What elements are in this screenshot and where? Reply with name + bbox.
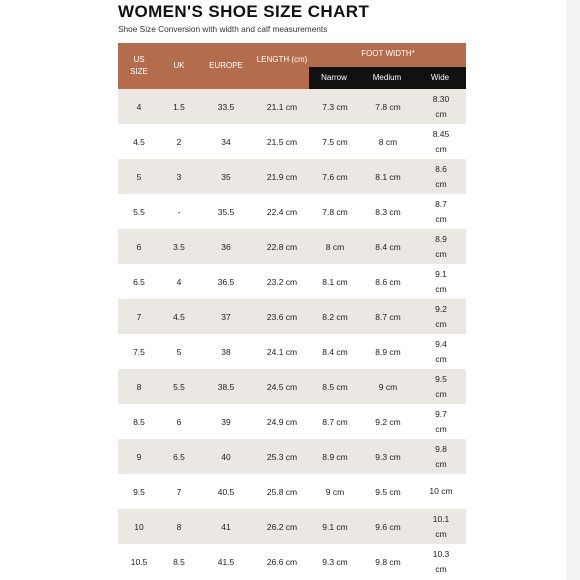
- cell-length: 25.8 cm: [266, 486, 298, 497]
- table-row: [118, 404, 466, 439]
- cell-eu-size: 39: [221, 416, 231, 427]
- cell-length: 24.5 cm: [266, 381, 298, 392]
- cell-wide-width: [416, 334, 466, 369]
- cell-wide-width: [416, 264, 466, 299]
- cell-eu-size: 35: [221, 171, 231, 182]
- cell-narrow-width: 9.1 cm: [322, 521, 348, 532]
- cell-narrow-width: 8.4 cm: [322, 346, 348, 357]
- cell-narrow-width: 8.2 cm: [322, 311, 348, 322]
- cell-narrow-width: 7.8 cm: [322, 206, 348, 217]
- header-medium: Medium: [372, 73, 402, 82]
- cell-length: 23.2 cm: [266, 276, 298, 287]
- cell-length: 21.9 cm: [266, 171, 298, 182]
- cell-uk-size: 6.5: [173, 451, 185, 462]
- chart-title: WOMEN'S SHOE SIZE CHART: [118, 2, 370, 21]
- table-row: [118, 194, 466, 229]
- cell-medium-width: 9.3 cm: [375, 451, 401, 462]
- cell-narrow-width: 8.1 cm: [322, 276, 348, 287]
- foot-width-subheader: [309, 67, 466, 89]
- header-uk: UK: [173, 61, 185, 70]
- cell-wide-width: [416, 544, 466, 579]
- cell-us-size: 8: [136, 381, 142, 392]
- cell-uk-size: 6: [176, 416, 182, 427]
- cell-length: 21.5 cm: [266, 136, 298, 147]
- cell-eu-size: 36: [221, 241, 231, 252]
- cell-medium-width: 9.6 cm: [375, 521, 401, 532]
- cell-uk-size: 5.5: [173, 381, 185, 392]
- cell-narrow-width: 8.5 cm: [322, 381, 348, 392]
- cell-wide-text: 10.1 cm: [432, 513, 450, 539]
- cell-medium-width: 8.4 cm: [375, 241, 401, 252]
- cell-us-size: 7.5: [133, 346, 145, 357]
- cell-wide-width: [416, 474, 466, 509]
- left-margin: [0, 0, 14, 580]
- cell-uk-size: 8: [176, 521, 182, 532]
- cell-length: 22.8 cm: [266, 241, 298, 252]
- cell-wide-text: 10.3 cm: [432, 548, 450, 574]
- cell-wide-width: [416, 159, 466, 194]
- cell-wide-text: 8.30 cm: [432, 93, 450, 119]
- cell-wide-text: 8.45 cm: [432, 128, 450, 154]
- cell-eu-size: 40: [221, 451, 231, 462]
- cell-wide-text: 8.7 cm: [435, 198, 447, 224]
- cell-medium-width: 9.8 cm: [375, 556, 401, 567]
- table-row: [118, 439, 466, 474]
- cell-us-size: 6: [136, 241, 142, 252]
- cell-wide-width: [416, 369, 466, 404]
- table-row: [118, 509, 466, 544]
- cell-narrow-width: 9.3 cm: [322, 556, 348, 567]
- cell-eu-size: 38: [221, 346, 231, 357]
- cell-wide-width: [416, 124, 466, 159]
- cell-length: 26.2 cm: [266, 521, 298, 532]
- table-row: [118, 264, 466, 299]
- cell-medium-width: 8.7 cm: [375, 311, 401, 322]
- cell-uk-size: 8.5: [173, 556, 185, 567]
- cell-wide-text: 9.8 cm: [435, 443, 447, 469]
- table-header: [118, 43, 466, 89]
- cell-wide-text: 8.6 cm: [435, 163, 447, 189]
- cell-narrow-width: 8.9 cm: [322, 451, 348, 462]
- table-row: [118, 229, 466, 264]
- cell-medium-width: 8.3 cm: [375, 206, 401, 217]
- table-row: [118, 474, 466, 509]
- cell-narrow-width: 8.7 cm: [322, 416, 348, 427]
- cell-uk-size: 1.5: [173, 101, 185, 112]
- table-body: [118, 89, 466, 579]
- cell-uk-size: 4.5: [173, 311, 185, 322]
- cell-length: 24.1 cm: [266, 346, 298, 357]
- cell-wide-width: [416, 509, 466, 544]
- cell-us-size: 10.5: [130, 556, 148, 567]
- cell-length: 23.6 cm: [266, 311, 298, 322]
- header-foot-width: FOOT WIDTH*: [361, 49, 415, 58]
- table-row: [118, 369, 466, 404]
- cell-us-size: 5.5: [133, 206, 145, 217]
- cell-length: 25.3 cm: [266, 451, 298, 462]
- cell-medium-width: 8 cm: [378, 136, 398, 147]
- cell-narrow-width: 7.6 cm: [322, 171, 348, 182]
- table-row: [118, 124, 466, 159]
- cell-medium-width: 7.8 cm: [375, 101, 401, 112]
- cell-medium-width: 9.2 cm: [375, 416, 401, 427]
- cell-uk-size: 3: [176, 171, 182, 182]
- cell-length: 21.1 cm: [266, 101, 298, 112]
- cell-eu-size: 41.5: [217, 556, 235, 567]
- cell-wide-width: [416, 89, 466, 124]
- header-length: LENGTH (cm): [256, 55, 308, 64]
- cell-us-size: 4: [136, 101, 142, 112]
- cell-wide-text: 9.2 cm: [435, 303, 447, 329]
- header-wide: Wide: [430, 73, 450, 82]
- cell-uk-size: 2: [176, 136, 182, 147]
- cell-narrow-width: 9 cm: [325, 486, 345, 497]
- table-row: [118, 334, 466, 369]
- header-us-size: US SIZE: [130, 55, 148, 76]
- cell-eu-size: 40.5: [217, 486, 235, 497]
- cell-us-size: 10: [134, 521, 144, 532]
- cell-wide-text: 8.9 cm: [435, 233, 447, 259]
- cell-medium-width: 9 cm: [378, 381, 398, 392]
- cell-eu-size: 34: [221, 136, 231, 147]
- cell-us-size: 8.5: [133, 416, 145, 427]
- cell-length: 26.6 cm: [266, 556, 298, 567]
- cell-length: 22.4 cm: [266, 206, 298, 217]
- cell-medium-width: 9.5 cm: [375, 486, 401, 497]
- cell-uk-size: -: [177, 206, 181, 217]
- cell-uk-size: 3.5: [173, 241, 185, 252]
- table-row: [118, 159, 466, 194]
- cell-uk-size: 4: [176, 276, 182, 287]
- table-row: [118, 89, 466, 124]
- cell-wide-text: 9.4 cm: [435, 338, 447, 364]
- cell-us-size: 9: [136, 451, 142, 462]
- cell-narrow-width: 8 cm: [325, 241, 345, 252]
- cell-eu-size: 36.5: [217, 276, 235, 287]
- cell-us-size: 7: [136, 311, 142, 322]
- cell-uk-size: 7: [176, 486, 182, 497]
- cell-length: 24.9 cm: [266, 416, 298, 427]
- cell-medium-width: 8.6 cm: [375, 276, 401, 287]
- cell-wide-text: 10 cm: [429, 486, 453, 496]
- header-narrow: Narrow: [321, 73, 347, 82]
- cell-wide-text: 9.5 cm: [435, 373, 447, 399]
- cell-narrow-width: 7.5 cm: [322, 136, 348, 147]
- cell-wide-text: 9.7 cm: [435, 408, 447, 434]
- cell-wide-width: [416, 299, 466, 334]
- cell-medium-width: 8.9 cm: [375, 346, 401, 357]
- cell-wide-width: [416, 439, 466, 474]
- cell-us-size: 9.5: [133, 486, 145, 497]
- table-row: [118, 299, 466, 334]
- cell-eu-size: 35.5: [217, 206, 235, 217]
- cell-eu-size: 41: [221, 521, 231, 532]
- cell-medium-width: 8.1 cm: [375, 171, 401, 182]
- cell-wide-width: [416, 404, 466, 439]
- cell-wide-text: 9.1 cm: [435, 268, 447, 294]
- cell-us-size: 6.5: [133, 276, 145, 287]
- table-row: [118, 544, 466, 579]
- right-margin: [566, 0, 580, 580]
- cell-eu-size: 38.5: [217, 381, 235, 392]
- cell-wide-width: [416, 194, 466, 229]
- cell-eu-size: 37: [221, 311, 231, 322]
- cell-narrow-width: 7.3 cm: [322, 101, 348, 112]
- chart-subtitle: Shoe Size Conversion with width and calf measurements: [118, 24, 328, 34]
- cell-us-size: 5: [136, 171, 142, 182]
- header-europe: EUROPE: [209, 61, 243, 70]
- cell-wide-width: [416, 229, 466, 264]
- cell-eu-size: 33.5: [217, 101, 235, 112]
- cell-uk-size: 5: [176, 346, 182, 357]
- cell-us-size: 4.5: [133, 136, 145, 147]
